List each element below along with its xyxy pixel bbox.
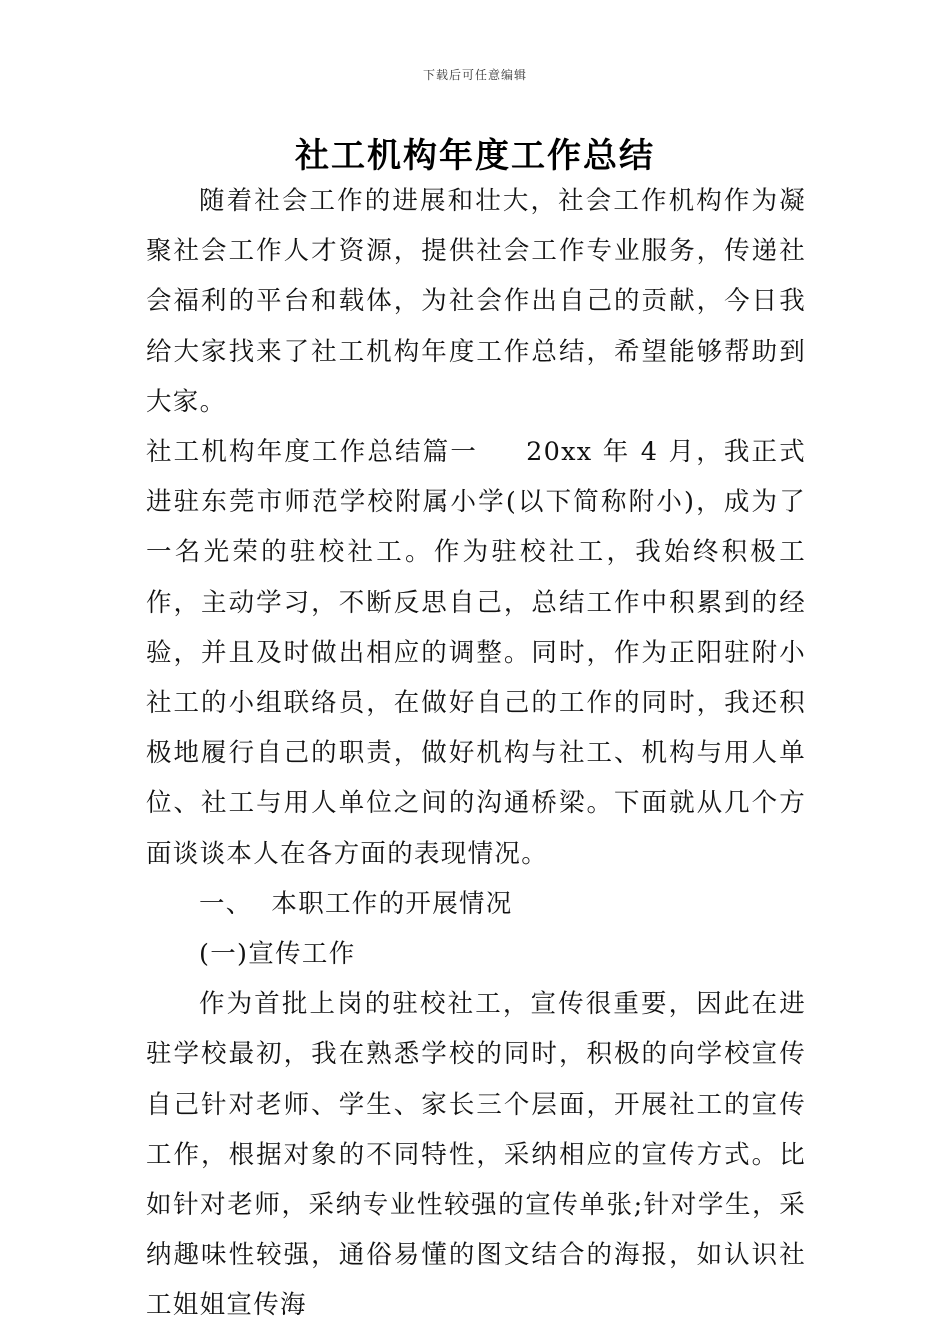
section-paragraph (146, 427, 806, 879)
section-body: 20xx 年 4 月，我正式进驻东莞市师范学校附属小学(以下简称附小)，成为了一名光荣的驻校社工。作为驻校社工，我始终积极工作，主动学习，不断反思自己，总结工作中积累到的经验，并且及时做出相应的调整。同时，作为正阳驻附小社工的小组联络员，在做好自己的工作的同时，我还积极地履行自己的职责，做好机构与社工、机构与用人单位、社工与用人单位之间的沟通桥梁。下面就从几个方面谈谈本人在各方面的表现情况。 (146, 437, 807, 869)
section-title: 社工机构年度工作总结篇一 (146, 437, 479, 468)
header-note: 下载后可任意编辑 (422, 68, 527, 82)
heading-1: 一、 本职工作的开展情况 (199, 888, 513, 919)
document-title: 社工机构年度工作总结 (295, 136, 655, 176)
intro-paragraph: 随着社会工作的进展和壮大，社会工作机构作为凝聚社会工作人才资源，提供社会工作专业服务，传递社会福利的平台和载体，为社会作出自己的贡献，今日我给大家找来了社工机构年度工作总结，希望能够帮助到大家。 (146, 186, 806, 417)
heading-1-1: (一)宣传工作 (199, 939, 356, 970)
publicity-paragraph: 作为首批上岗的驻校社工，宣传很重要，因此在进驻学校最初，我在熟悉学校的同时，积极的向学校宣传自己针对老师、学生、家长三个层面，开展社工的宣传工作，根据对象的不同特性，采纳相应的宣传方式。比如针对老师，采纳专业性较强的宣传单张;针对学生，采纳趣味性较强，通俗易懂的图文结合的海报，如认识社工姐姐宣传海 (146, 989, 806, 1321)
document-body (146, 176, 806, 1331)
